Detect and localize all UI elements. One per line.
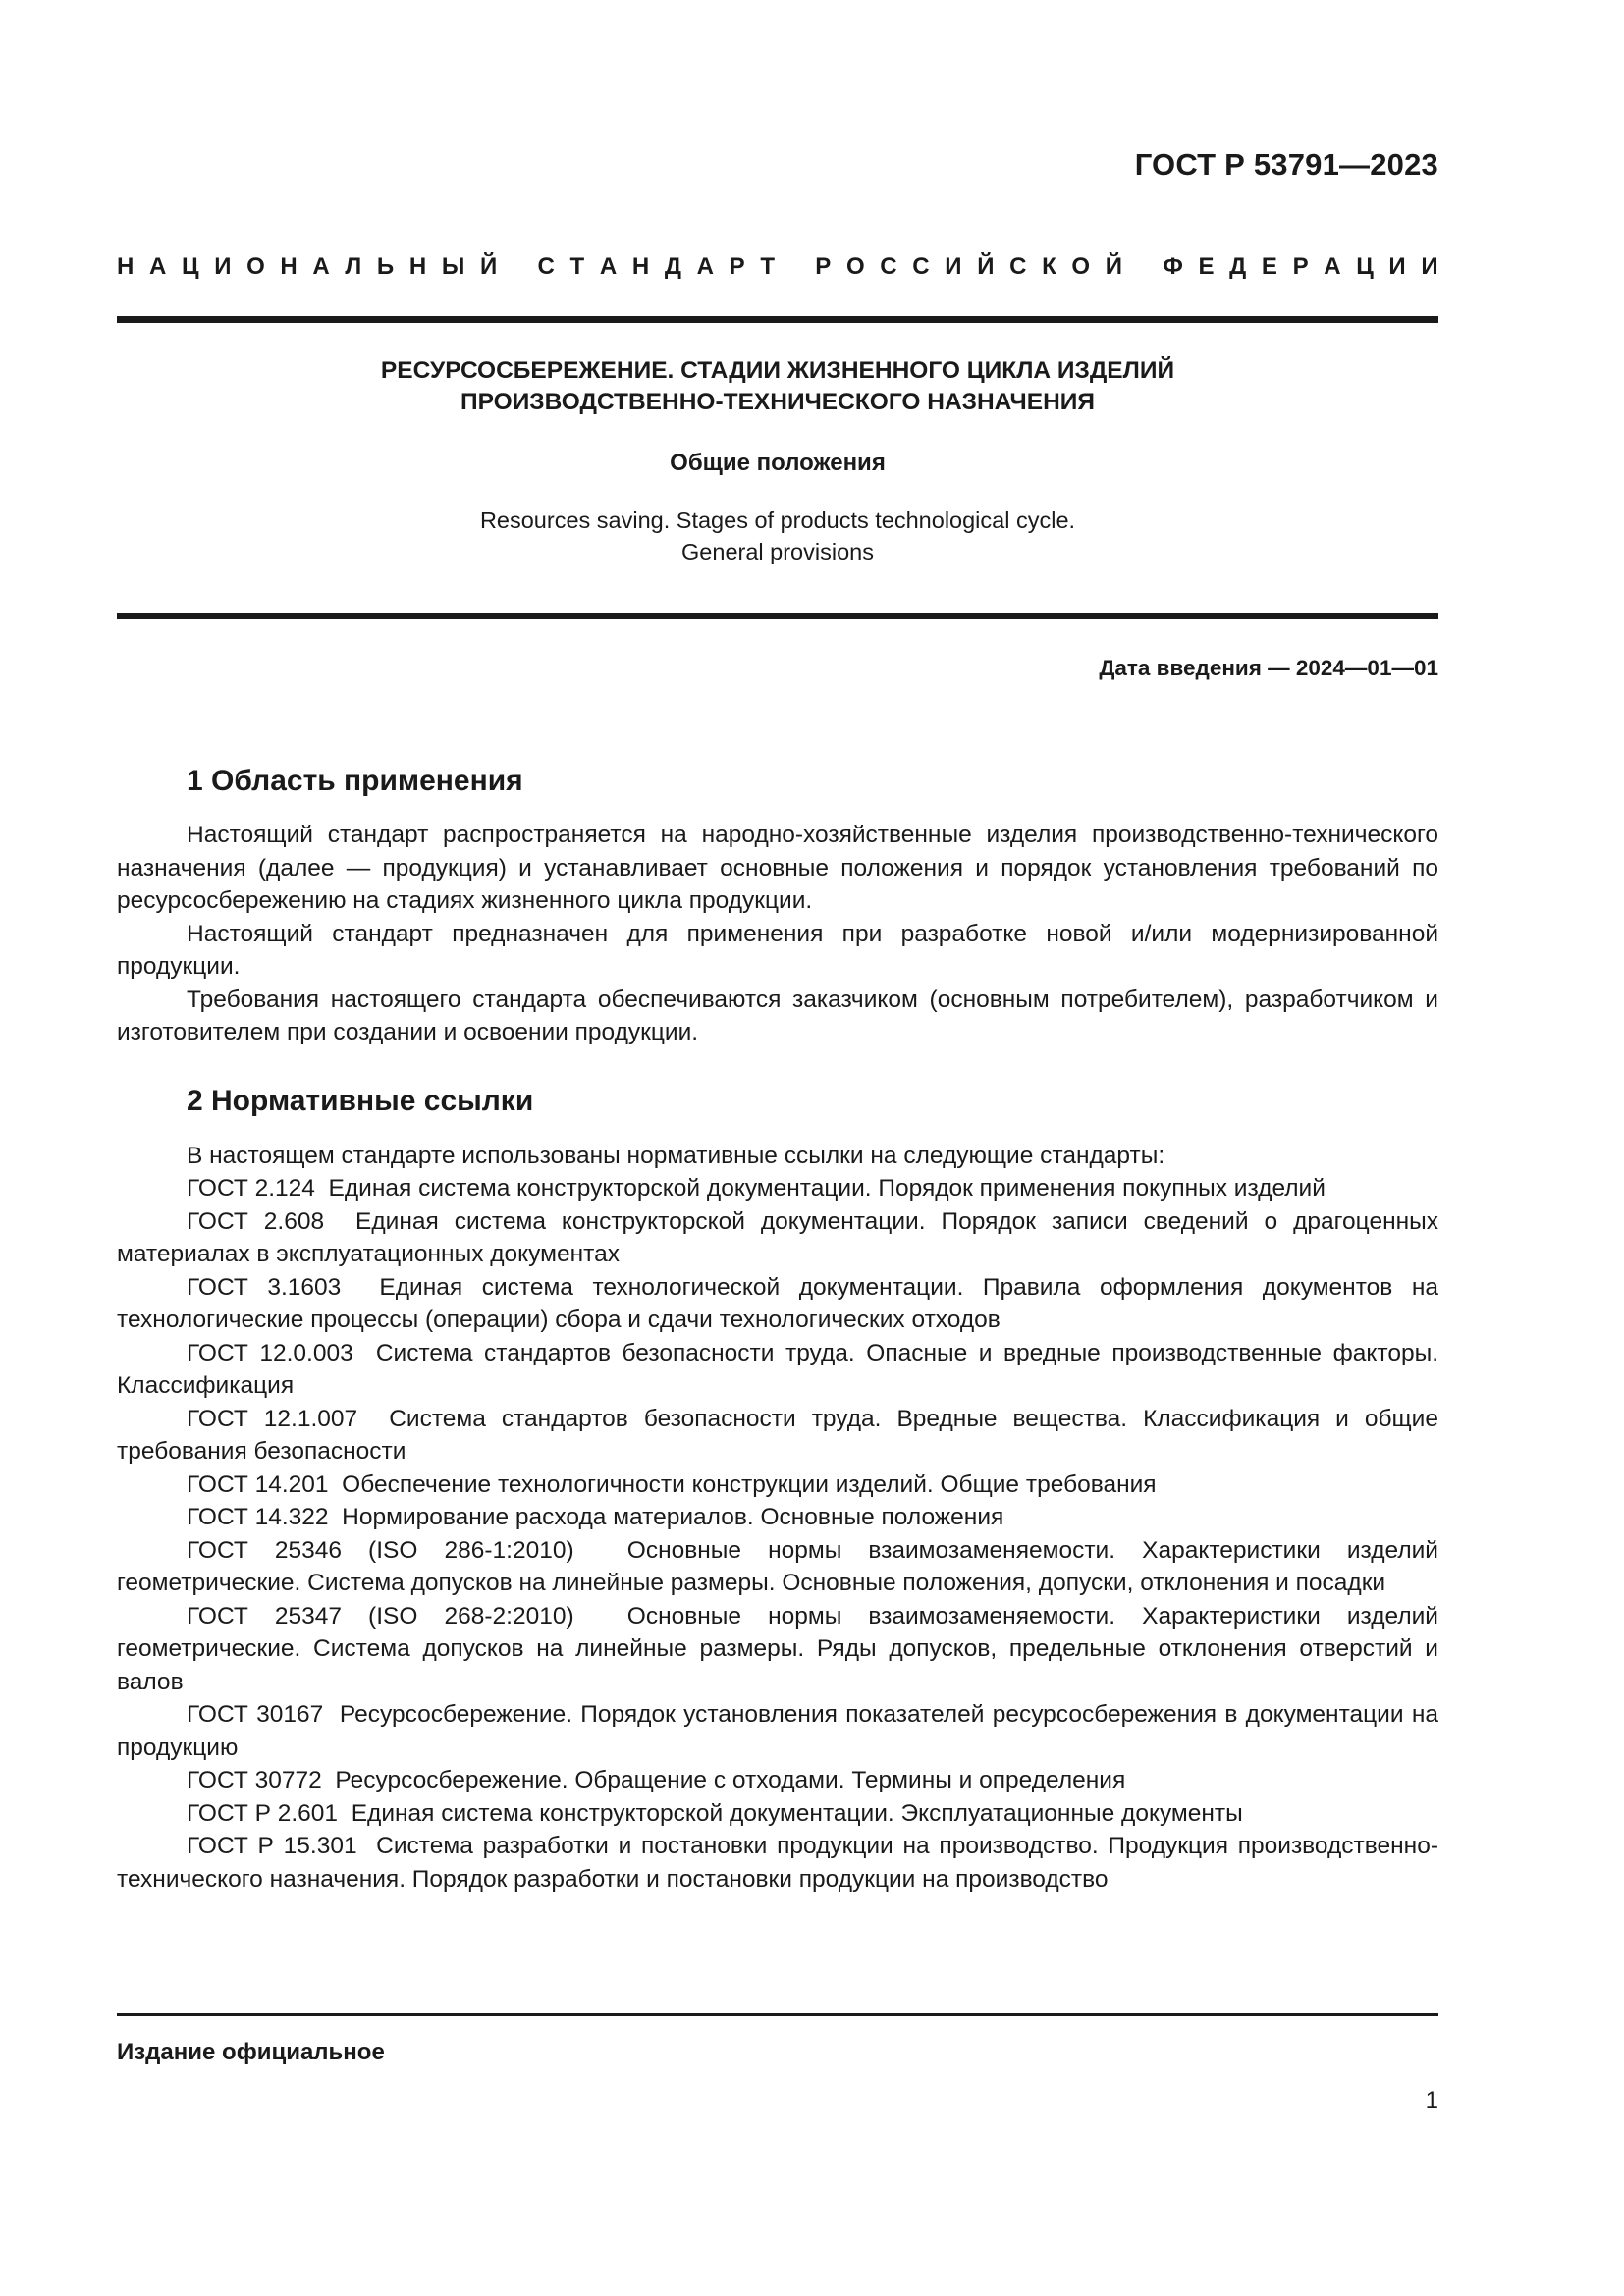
reference-item xyxy=(117,1600,1438,1699)
heading-letter: С xyxy=(880,253,897,280)
reference-title: Единая система конструкторской документации. Порядок применения покупных изделий xyxy=(328,1175,1326,1201)
heading-letter: Ц xyxy=(1356,253,1374,280)
reference-title: Ресурсосбережение. Обращение с отходами. Термины и определения xyxy=(335,1767,1126,1793)
section-1-paragraph: Настоящий стандарт предназначен для применения при разработке новой и/или модернизированной продукции. xyxy=(117,920,1438,980)
heading-space xyxy=(513,253,522,281)
heading-letter: Ц xyxy=(182,253,199,280)
reference-item xyxy=(117,1698,1438,1764)
heading-letter: Р xyxy=(729,253,745,280)
reference-code: ГОСТ 14.322 xyxy=(187,1504,329,1530)
reference-code: ГОСТ 2.608 xyxy=(187,1207,325,1235)
heading-letter: И xyxy=(1421,253,1438,280)
section-2-heading: 2 Нормативные ссылки xyxy=(187,1084,534,1117)
document-page xyxy=(117,0,1438,2296)
footer-divider xyxy=(117,2013,1438,2016)
heading-letter: Е xyxy=(1198,253,1215,280)
heading-letter: А xyxy=(312,253,330,280)
heading-letter: О xyxy=(246,253,265,280)
reference-code: ГОСТ Р 15.301 xyxy=(187,1833,357,1859)
heading-letter: Ф xyxy=(1163,253,1183,280)
reference-code: ГОСТ 30772 xyxy=(187,1767,322,1793)
heading-letter: О xyxy=(845,253,865,280)
introduction-date: Дата введения — 2024—01—01 xyxy=(1099,656,1438,680)
reference-title: Система разработки и постановки продукции на производство. Продукция производственно-технического назначения. Порядок разработки и постановки продукции на производство xyxy=(117,1833,1438,1893)
reference-item xyxy=(117,1403,1438,1468)
reference-code: ГОСТ Р 2.601 xyxy=(187,1799,339,1827)
reference-item xyxy=(117,1205,1438,1271)
reference-title: Система стандартов безопасности труда. Опасные и вредные производственные факторы. Классификация xyxy=(117,1339,1438,1399)
heading-letter: С xyxy=(912,253,930,280)
heading-letter: А xyxy=(149,253,167,280)
heading-letter: Н xyxy=(408,253,427,280)
heading-letter: И xyxy=(214,253,232,280)
heading-letter: Ь xyxy=(376,253,395,280)
reference-title: Ресурсосбережение. Порядок установления показателей ресурсосбережения в документации на продукцию xyxy=(117,1701,1438,1761)
reference-title: Обеспечение технологичности конструкции изделий. Общие требования xyxy=(342,1470,1157,1498)
reference-item xyxy=(117,1797,1438,1831)
heading-letter: Й xyxy=(1105,253,1122,280)
heading-letter: А xyxy=(1324,253,1341,280)
reference-item xyxy=(117,1501,1438,1534)
reference-code: ГОСТ 14.201 xyxy=(187,1470,329,1498)
reference-code: ГОСТ 25347 (ISO 268-2:2010) xyxy=(187,1602,574,1629)
reference-title: Единая система технологической документации. Правила оформления документов на технологические процессы (операции) сбора и сдачи технологических отходов xyxy=(117,1273,1438,1333)
reference-code: ГОСТ 12.1.007 xyxy=(187,1405,358,1432)
heading-letter: Т xyxy=(569,253,585,280)
reference-title: Нормирование расхода материалов. Основные положения xyxy=(342,1504,1004,1530)
subtitle: Общие положения xyxy=(670,450,886,476)
reference-code: ГОСТ 3.1603 xyxy=(187,1273,342,1301)
document-body xyxy=(117,762,1438,1896)
heading-letter: О xyxy=(1071,253,1091,280)
official-edition-label: Издание официальное xyxy=(117,2039,385,2065)
national-standard-heading xyxy=(117,253,1438,281)
heading-letter: Н xyxy=(117,253,135,280)
heading-letter: Д xyxy=(1229,253,1247,280)
heading-letter: Р xyxy=(1292,253,1309,280)
heading-letter: И xyxy=(945,253,962,280)
heading-letter: Н xyxy=(280,253,298,280)
heading-letter: С xyxy=(1009,253,1027,280)
title-block xyxy=(117,355,1438,567)
section-1-paragraph: Требования настоящего стандарта обеспечиваются заказчиком (основным потребителем), разработчиком и изготовителем при создании и освоении продукции. xyxy=(117,986,1438,1045)
reference-item xyxy=(117,1830,1438,1896)
reference-item xyxy=(117,1468,1438,1502)
page-number: 1 xyxy=(1425,2087,1438,2113)
heading-letter: Н xyxy=(631,253,650,280)
heading-letter: С xyxy=(537,253,555,280)
reference-code: ГОСТ 2.124 xyxy=(187,1175,315,1201)
section-2-intro: В настоящем стандарте использованы нормативные ссылки на следующие стандарты: xyxy=(187,1142,1165,1169)
title-line-2: ПРОИЗВОДСТВЕННО-ТЕХНИЧЕСКОГО НАЗНАЧЕНИЯ xyxy=(460,389,1095,415)
reference-code: ГОСТ 25346 (ISO 286-1:2010) xyxy=(187,1536,574,1564)
reference-title: Система стандартов безопасности труда. Вредные вещества. Классификация и общие требования безопасности xyxy=(117,1405,1438,1465)
heading-letter: Р xyxy=(815,253,832,280)
title-divider xyxy=(117,613,1438,619)
heading-letter: А xyxy=(599,253,618,280)
heading-space xyxy=(790,253,800,281)
heading-letter: Й xyxy=(977,253,995,280)
top-divider xyxy=(117,316,1438,323)
heading-letter: А xyxy=(696,253,714,280)
reference-code: ГОСТ 12.0.003 xyxy=(187,1339,353,1366)
heading-letter: Л xyxy=(345,253,362,280)
reference-title: Основные нормы взаимозаменяемости. Характеристики изделий геометрические. Система допусков на линейные размеры. Основные положения, допуски, отклонения и посадки xyxy=(117,1536,1438,1596)
heading-space xyxy=(1138,253,1148,281)
title-line-1: РЕСУРСОСБЕРЕЖЕНИЕ. СТАДИИ ЖИЗНЕННОГО ЦИКЛА ИЗДЕЛИЙ xyxy=(380,357,1175,384)
english-title-line-2: General provisions xyxy=(681,539,874,564)
reference-title: Единая система конструкторской документации. Порядок записи сведений о драгоценных материалах в эксплуатационных документах xyxy=(117,1207,1438,1267)
heading-letter: Д xyxy=(664,253,681,280)
reference-list xyxy=(117,1172,1438,1896)
reference-item xyxy=(117,1337,1438,1403)
reference-code: ГОСТ 30167 xyxy=(187,1701,324,1728)
reference-item xyxy=(117,1764,1438,1797)
reference-item xyxy=(117,1172,1438,1205)
heading-letter: Т xyxy=(760,253,775,280)
heading-letter: И xyxy=(1388,253,1406,280)
heading-letter: Е xyxy=(1261,253,1277,280)
english-title-line-1: Resources saving. Stages of products technological cycle. xyxy=(479,507,1076,533)
reference-title: Единая система конструкторской документации. Эксплуатационные документы xyxy=(351,1799,1243,1827)
heading-letter: Й xyxy=(479,253,498,280)
heading-letter: К xyxy=(1042,253,1056,280)
section-1-heading: 1 Область применения xyxy=(187,765,523,797)
reference-title: Основные нормы взаимозаменяемости. Характеристики изделий геометрические. Система допусков на линейные размеры. Ряды допусков, предельные отклонения отверстий и валов xyxy=(117,1602,1438,1695)
reference-item xyxy=(117,1271,1438,1337)
section-1-paragraph: Настоящий стандарт распространяется на народно-хозяйственные изделия производственно-технического назначения (далее — продукция) и устанавливает основные положения и порядок установления требований по ресурсосбережению на стадиях жизненного цикла продукции. xyxy=(117,822,1438,914)
heading-letter: Ы xyxy=(441,253,465,280)
reference-item xyxy=(117,1534,1438,1600)
standard-code: ГОСТ Р 53791—2023 xyxy=(1134,147,1438,182)
